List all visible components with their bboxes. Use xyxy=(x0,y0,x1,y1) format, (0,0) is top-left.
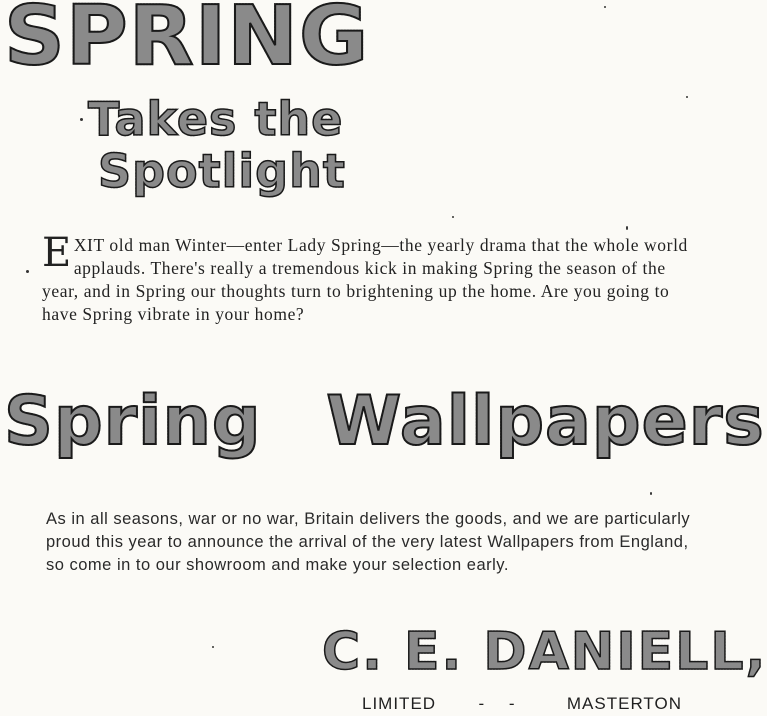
separator-dashes: - - xyxy=(478,694,525,713)
offer-paragraph: As in all seasons, war or no war, Britain delivers the goods, and we are particularly proud this year to announce the arrival of the very latest Wallpapers from England, so come in to our showroom and make your selection early. xyxy=(46,510,691,574)
company-line xyxy=(362,694,682,714)
print-speck xyxy=(452,216,454,218)
print-speck xyxy=(604,6,606,8)
company-town: MASTERTON xyxy=(566,694,682,713)
print-speck xyxy=(650,492,652,495)
company-suffix: LIMITED xyxy=(362,694,437,713)
intro-paragraph xyxy=(42,230,692,326)
print-speck xyxy=(212,646,214,648)
title-spring: SPRING xyxy=(4,0,369,78)
print-speck xyxy=(686,96,688,98)
print-speck xyxy=(26,270,29,273)
intro-drop-cap: E xyxy=(42,230,72,276)
print-speck xyxy=(626,226,628,230)
company-name: C. E. DANIELL, xyxy=(322,622,767,682)
intro-text: XIT old man Winter—enter Lady Spring—the yearly drama that the whole world applauds. There's really a tremendous kick in making Spring the season of the year, and in Spring our thoughts turn to brightening up the home. Are you going to have Spring vibrate in your home? xyxy=(42,235,688,324)
headline-spring-wallpapers: Spring Wallpapers xyxy=(4,382,765,461)
subtitle-takes-the: Takes the xyxy=(88,92,344,146)
subtitle-spotlight: Spotlight xyxy=(98,144,346,198)
print-speck xyxy=(80,118,83,121)
